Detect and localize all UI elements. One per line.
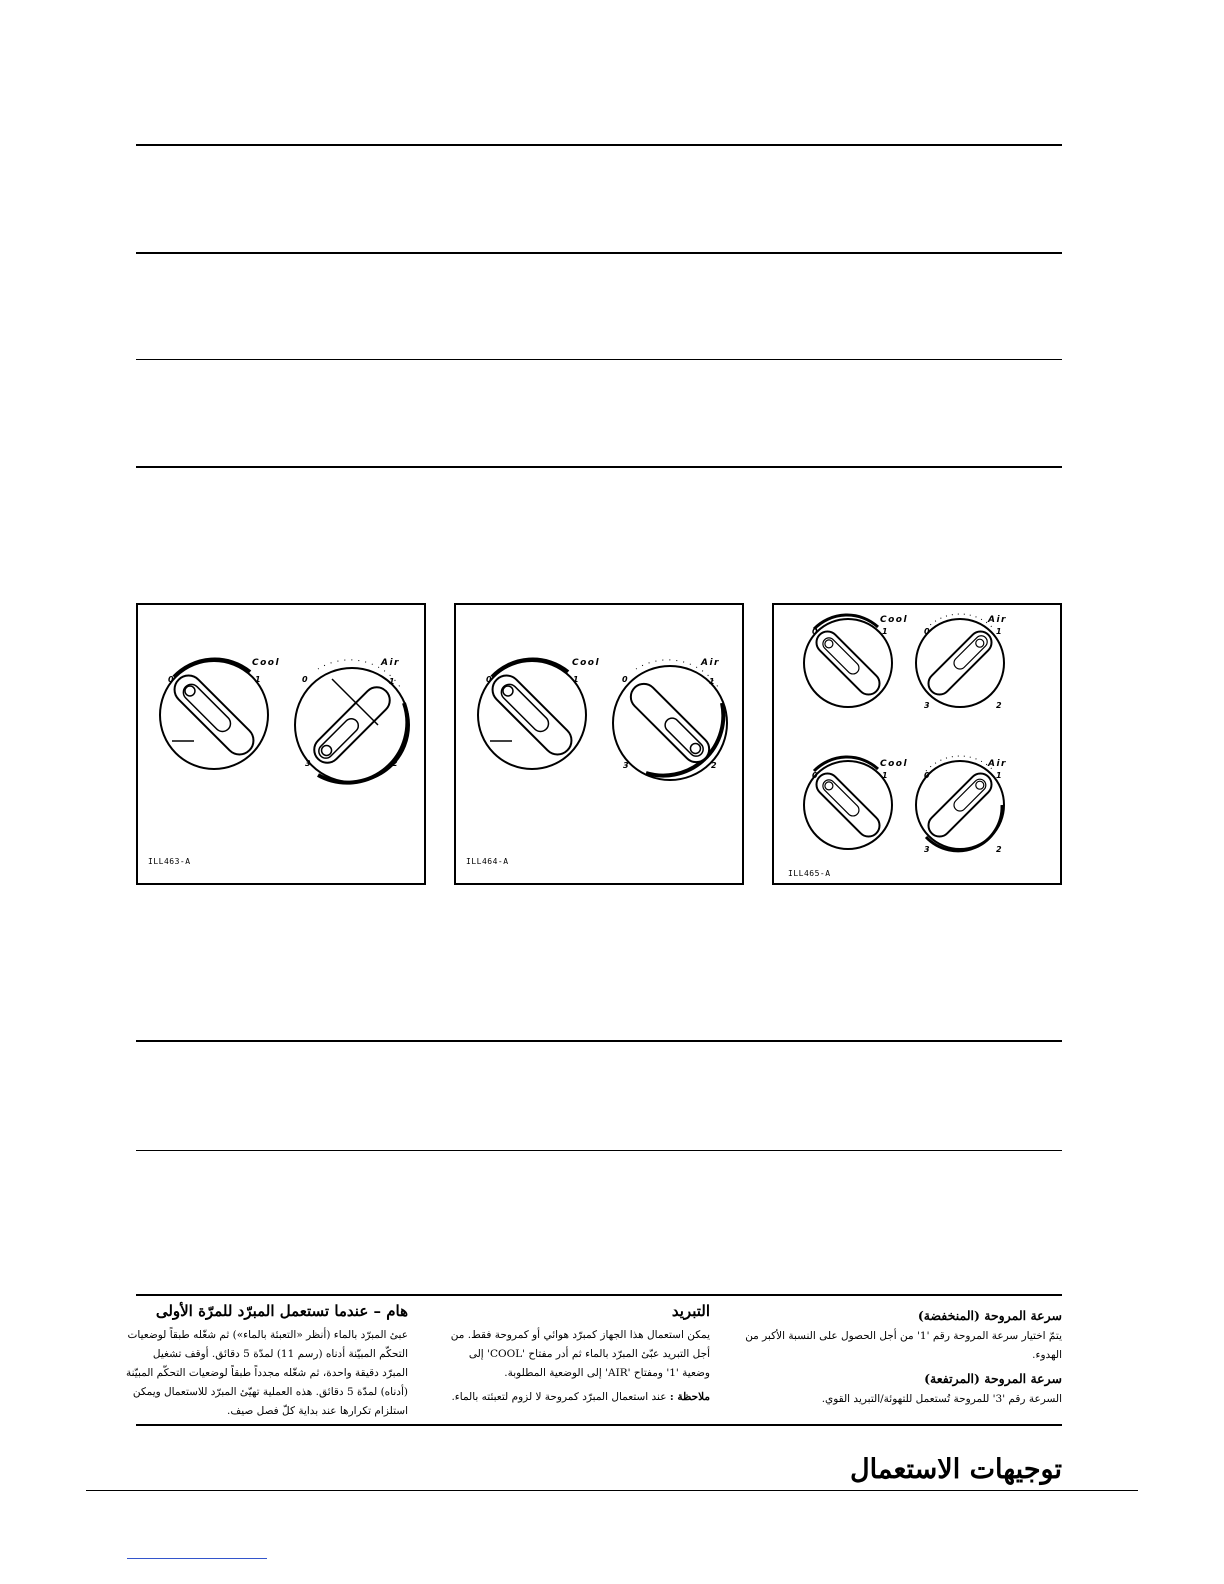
fan-speed-high-text: السرعة رقم '3' للمروحة تُستعمل للتهوئة/التبريد القوي. <box>821 1393 1062 1405</box>
dial-number-1: 1 <box>996 771 1002 780</box>
rule-4 <box>136 466 1062 468</box>
dial-number-1: 1 <box>882 627 888 636</box>
figure-panel-3 <box>772 603 1062 885</box>
fan-speed-low-heading: سرعة المروحة (المنخفضة) <box>917 1308 1062 1323</box>
important-heading: هام – عندما تستعمل المبرّد للمرّة الأولى <box>155 1302 408 1320</box>
rule-3 <box>136 359 1062 360</box>
air-label: Air <box>988 759 1007 769</box>
dial-number-1: 1 <box>709 677 715 686</box>
note-text: عند استعمال المبرّد كمروحة لا لزوم لتعبئته بالماء. <box>451 1391 667 1403</box>
figure-panel-1 <box>136 603 426 885</box>
dial-number-3: 3 <box>924 701 930 710</box>
dial-number-2: 2 <box>392 759 398 768</box>
link-underline <box>127 1558 267 1559</box>
illustration-id: ILL465-A <box>788 869 831 878</box>
dial-number-3: 3 <box>623 761 629 770</box>
rule-7 <box>136 1294 1062 1296</box>
note-label: ملاحظة : <box>669 1391 710 1403</box>
cool-label: Cool <box>880 759 909 769</box>
dial-number-2: 2 <box>996 845 1002 854</box>
cool-label: Cool <box>880 615 909 625</box>
control-dials-figure-1 <box>138 605 428 887</box>
important-column <box>126 1302 408 1426</box>
air-label: Air <box>381 658 400 668</box>
cooling-text: يمكن استعمال هذا الجهاز كمبرّد هوائي أو كمروحة فقط. من أجل التبريد عبّئ المبرّد بالماء ثم أدر مفتاح 'COOL' إلى وضعية '1' ومفتاح 'AIR' إلى الوضعية المطلوبة. <box>450 1329 710 1379</box>
dial-number-0: 0 <box>302 675 308 684</box>
fan-speed-high-heading: سرعة المروحة (المرتفعة) <box>924 1371 1062 1386</box>
dial-number-0: 0 <box>924 771 930 780</box>
dial-number-1: 1 <box>255 675 261 684</box>
control-dials-figure-2 <box>456 605 746 887</box>
fan-speed-low-text: يتمّ اختيار سرعة المروحة رقم '1' من أجل الحصول على النسبة الأكبر من الهدوء. <box>745 1330 1062 1361</box>
page-title: توجيهات الاستعمال <box>850 1454 1062 1485</box>
dial-number-0: 0 <box>486 675 492 684</box>
figure-panel-2 <box>454 603 744 885</box>
control-dials-figure-3 <box>774 605 1064 887</box>
dial-number-0: 0 <box>924 627 930 636</box>
illustration-id: ILL464-A <box>466 857 509 866</box>
rule-6 <box>136 1150 1062 1151</box>
dial-number-3: 3 <box>305 759 311 768</box>
dial-number-0: 0 <box>168 675 174 684</box>
dial-number-1: 1 <box>573 675 579 684</box>
fan-speed-column <box>742 1302 1062 1414</box>
rule-1 <box>136 144 1062 146</box>
important-text: عبئ المبرّد بالماء (أنظر «التعبئة بالماء») ثم شغّله طبقاً لوضعيات التحكّم المبيّنة أدناه (رسم 11) لمدّة 5 دقائق. أوقف تشغيل المبرّد دقيقة واحدة، ثم شغّله مجدداً طبقاً لوضعيات التحكّم المبيّنة (أدناه) لمدّة 5 دقائق. هذه العملية تهيّئ المبرّد للاستعمال ويمكن استلزام تكرارها عند بداية كلّ فصل صيف. <box>126 1329 408 1417</box>
illustration-id: ILL463-A <box>148 857 191 866</box>
dial-number-0: 0 <box>812 771 818 780</box>
air-label: Air <box>701 658 720 668</box>
dial-number-2: 2 <box>996 701 1002 710</box>
dial-number-1: 1 <box>389 677 395 686</box>
dial-number-3: 3 <box>924 845 930 854</box>
dial-number-1: 1 <box>996 627 1002 636</box>
dial-number-2: 2 <box>711 761 717 770</box>
cooling-column <box>438 1302 710 1412</box>
cooling-note <box>438 1388 710 1407</box>
cool-label: Cool <box>572 658 601 668</box>
bottom-rule <box>86 1490 1138 1491</box>
dial-number-1: 1 <box>882 771 888 780</box>
cool-label: Cool <box>252 658 281 668</box>
cooling-heading: التبريد <box>671 1302 710 1320</box>
rule-2 <box>136 252 1062 254</box>
dial-number-0: 0 <box>812 627 818 636</box>
dial-number-0: 0 <box>622 675 628 684</box>
rule-5 <box>136 1040 1062 1042</box>
air-label: Air <box>988 615 1007 625</box>
